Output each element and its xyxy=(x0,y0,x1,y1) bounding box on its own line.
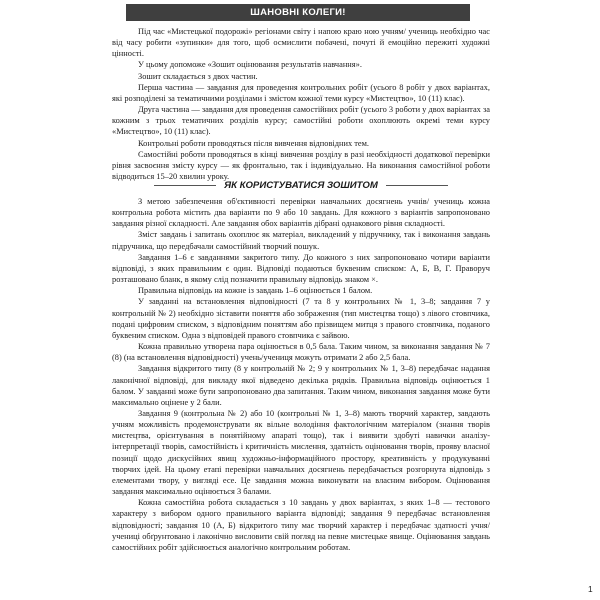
page-number: 1 xyxy=(588,584,593,594)
paragraph: Кожна самостійна робота складається з 10 завдань у двох варіантах, з яких 1–8 — тестового характеру з вибором одного правильного варіанта відповіді; завдання 9 передбачає встановлення відповідності; завдання 10 (А, Б) відкритого типу має творчий характер і передбачає здатності учня/учениці обґрунтовано і лаконічно висловити свій погляд на певне мистецьке явище. Оцінювання завдань самостійних робіт здійснюється аналогічно контрольним роботам. xyxy=(112,498,490,552)
paragraph: У завданні на встановлення відповідності (7 та 8 у контрольних № 1, 3–8; завдання 7 у контрольній № 2) необхідно зіставити поняття або зображення (тип мистецтва тощо) з лівого стовпчика, подані цифровим списком, з відповідним поняттям або прізвищем митця з правого стовпчика, поданого буквеним списком. Одна з відповідей правого стовпчика є зайвою. xyxy=(112,297,490,340)
paragraph: З метою забезпечення об'єктивності перевірки навчальних досягнень учнів/ учениць кожна контрольна робота містить два варіанти по 9 або 10 завдань. Для кожного з варіантів запропоновано завдання різної складності. Але завдання обох варіантів дібрані однакового рівня складності. xyxy=(112,197,490,229)
paragraph: Контрольні роботи проводяться після вивчення відповідних тем. xyxy=(138,138,370,148)
paragraph: Правильна відповідь на кожне із завдань 1–6 оцінюється 1 балом. xyxy=(138,286,373,296)
paragraph: Самостійні роботи проводяться в кінці вивчення розділу в разі необхідності додаткової перевірки рівня засвоєння змісту курсу — як фронтально, так і індивідуально. На виконання самостійної роботи відводиться 15–20 хвилин уроку. xyxy=(112,149,490,182)
instructions-text xyxy=(112,196,490,553)
section-title: ЯК КОРИСТУВАТИСЯ ЗОШИТОМ xyxy=(224,180,378,191)
heading-rule-right xyxy=(386,185,448,186)
paragraph: Зміст завдань і запитань охоплює як матеріал, викладений у підручнику, так і виконання завдань підручника, що передбачали самостійний творчий пошук. xyxy=(112,230,490,251)
heading-rule-left xyxy=(154,185,216,186)
paragraph: У цьому допоможе «Зошит оцінювання результатів навчання». xyxy=(138,60,362,70)
paragraph: Перша частина — завдання для проведення контрольних робіт (усього 8 робіт у двох варіантах, які розподілені за тематичними розділами і змістом кожної теми курсу «Мистецтво», 10 (11) клас). xyxy=(112,82,490,103)
section-banner xyxy=(126,4,470,21)
paragraph: Кожна правильно утворена пара оцінюється в 0,5 бала. Таким чином, за виконання завдання № 7 (8) (на встановлення відповідності) учень/учениця можуть отримати 2 або 2,5 бала. xyxy=(112,342,490,363)
paragraph: Зошит складається з двох частин. xyxy=(138,71,258,81)
paragraph: Друга частина — завдання для проведення самостійних робіт (усього 3 роботи у двох варіантах за кожним з трьох тематичних розділів курсу; самостійні роботи охоплюють окремі теми курсу «Мистецтво», 10 (11) клас). xyxy=(112,105,490,137)
section-heading xyxy=(112,180,490,192)
paragraph: Завдання 9 (контрольна № 2) або 10 (контрольні № 1, 3–8) мають творчий характер, завдають учням можливість продемонструвати як вільне володіння фактологічним матеріалом (знання творів мистецтва, орієнтування в понятійному апараті тощо), так і виявити здобуті навички аналізу-інтерпретації творів, самостійність і критичність мислення, здатність оцінювання творів, прояву власної позиції щодо дискусійних явищ художньо-інформаційного простору, креативність у продукуванні творчих ідей. На цьому етапі перевірки навчальних досягнень передбачається розгорнута відповідь з елементами твору, у вигляді есе. Це завдання можна виконувати на власним вибором. Оцінювання завдання максимально оцінюється 3 балами. xyxy=(112,408,490,497)
paragraph: Під час «Мистецької подорожі» регіонами світу і напою краю ною учням/ учениць необхідно час від часу робити «зупинки» для того, щоб осмислити побачені, почуті й емоційно пережиті художні цінності. xyxy=(112,27,490,59)
paragraph: Завдання 1–6 є завданнями закритого типу. До кожного з них запропоновано чотири варіанти відповіді, з яких правильним є один. Відповіді подаються буквеним списком: А, Б, В, Г. Праворуч розташовано бланк, в якому слід позначити правильну відповідь знаком ×. xyxy=(112,252,490,285)
intro-text xyxy=(112,26,490,182)
document-page xyxy=(22,0,593,600)
banner-title: ШАНОВНІ КОЛЕГИ! xyxy=(250,7,346,18)
paragraph: Завдання відкритого типу (8 у контрольній № 2; 9 у контрольних № 1, 3–8) передбачає надання лаконічної відповіді, для викладу якої відведено декілька рядків. Правильна відповідь оцінюється 1 балом. У завданні може бути запропоновано два запитання. Таким чином, виконання завдання може бути максимально оцінене у 2 бали. xyxy=(112,364,490,407)
